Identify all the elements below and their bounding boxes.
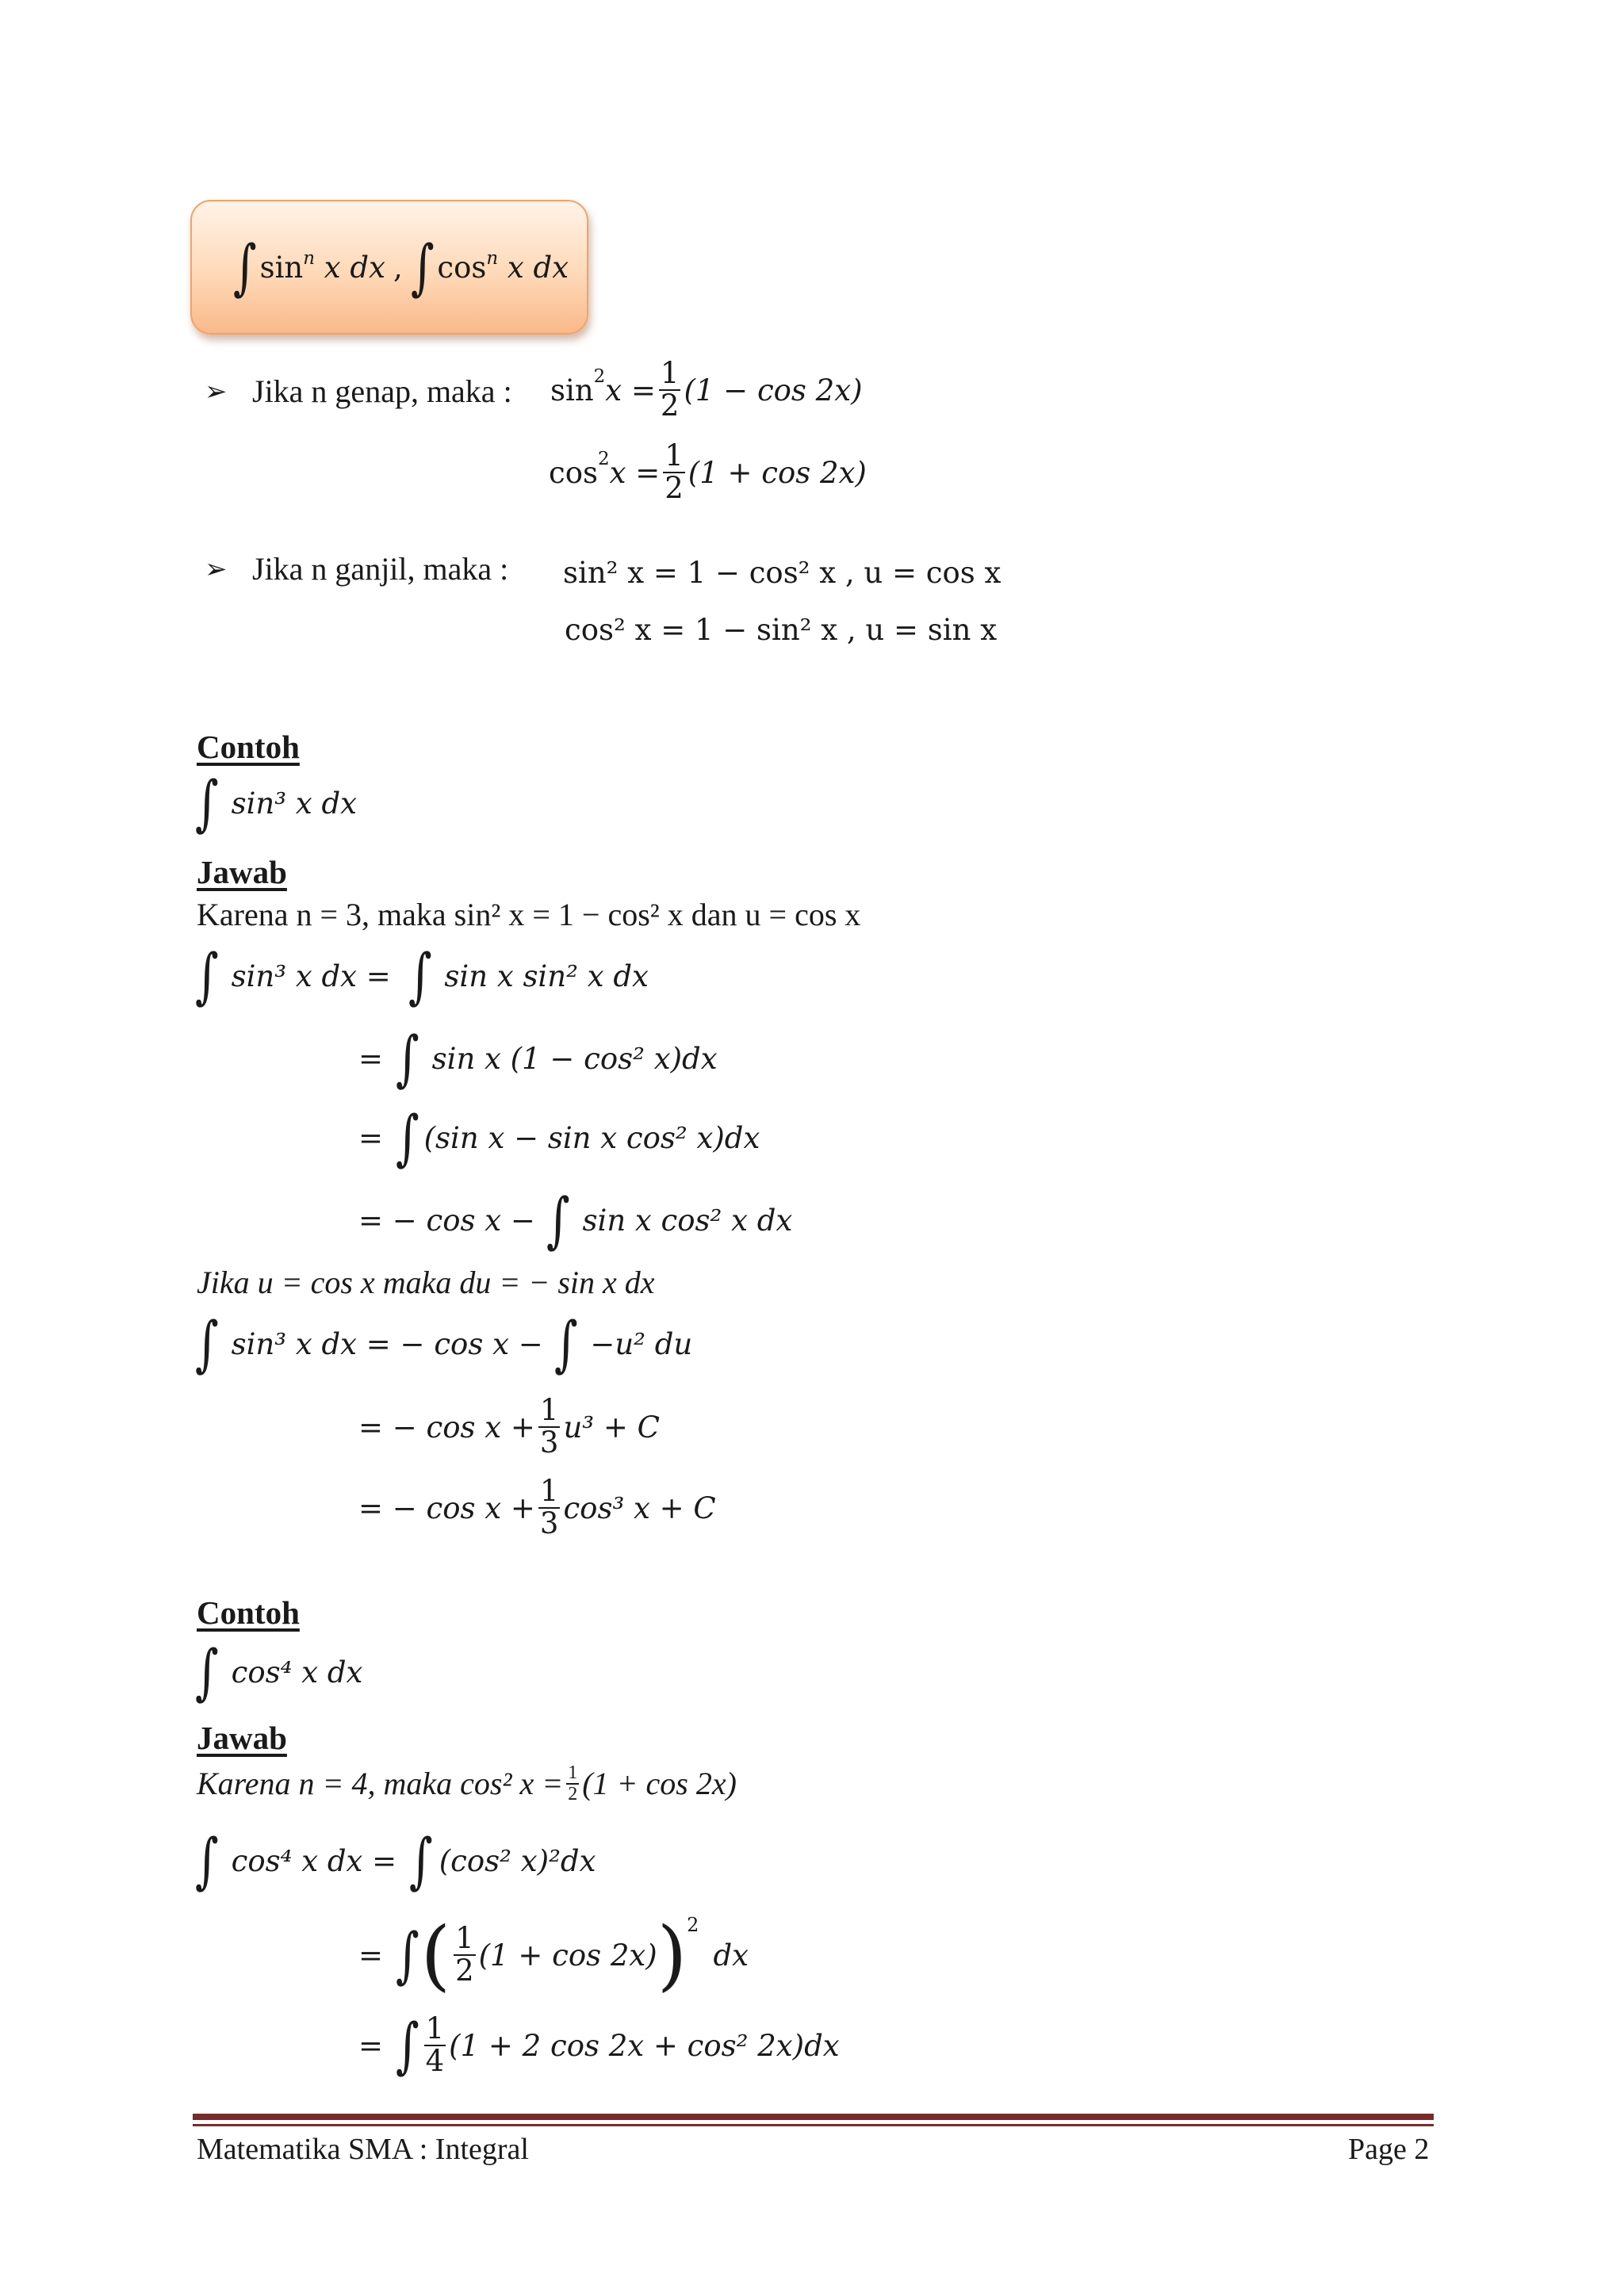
rule-odd-line2: cos² x = 1 − sin² x , u = sin x [565, 613, 998, 647]
separator: , [393, 250, 403, 285]
example2-line2: = ∫ ( $\frac{1}{2}$ (1 + cos 2x) ) 2 dx [358, 1911, 749, 1999]
answer-heading: Jawab [197, 854, 287, 890]
example-heading: Contoh [197, 729, 300, 765]
integral-sign: ∫ [233, 232, 257, 302]
example2-line1: ∫ cos⁴ x dx = ∫ (cos² x)²dx [195, 1825, 596, 1896]
arrow-bullet-icon: ➢ [205, 553, 228, 585]
footer-rule [193, 2124, 1434, 2126]
example1-line2: = ∫ sin x (1 − cos² x)dx [358, 1023, 718, 1093]
integrand-sin-n: $\sin^n x$ dx [259, 247, 385, 285]
example1-line4: = − cos x − ∫ sin x cos² x dx [358, 1184, 793, 1255]
integral-sign: ∫ [410, 232, 435, 302]
example2-problem: ∫ cos⁴ x dx [195, 1636, 363, 1707]
rule-odd-label: Jika n ganjil, maka : [252, 551, 509, 587]
integrand-cos-n: $\cos^n x$ dx [437, 247, 569, 285]
example1-line3: = ∫ (sin x − sin x cos² x)dx [358, 1102, 760, 1173]
example1-line7: = − cos x + $\frac{1}{3}$ cos³ x + C [358, 1474, 716, 1540]
example1-line5: ∫ sin³ x dx = − cos x − ∫ −u² du [195, 1308, 693, 1379]
example2-intro: Karena n = 4, maka cos² x = $\frac{1}{2}$ (1 + cos 2x) [197, 1762, 737, 1804]
footer-title: Matematika SMA : Integral [197, 2133, 529, 2166]
rule-even-label: Jika n genap, maka : [252, 373, 512, 409]
example1-line1: ∫ sin³ x dx = ∫ sin x sin² x dx [195, 940, 649, 1011]
example1-substitution: Jika u = cos x maka du = − sin x dx [197, 1265, 655, 1300]
example-heading: Contoh [197, 1594, 300, 1631]
answer-heading: Jawab [197, 1720, 287, 1756]
rule-even-sin: sin $^2$ x = $\frac{1}{2}$ (1 − cos 2x) [550, 356, 863, 423]
footer-rule [193, 2114, 1434, 2120]
example1-intro: Karena n = 3, maka sin² x = 1 − cos² x dan u = cos x [197, 897, 861, 932]
example1-problem: ∫ sin³ x dx [195, 767, 358, 838]
formula-box-content [233, 232, 569, 303]
formula-box [190, 200, 588, 335]
example1-line6: = − cos x + $\frac{1}{3}$ u³ + C [358, 1393, 660, 1460]
page-number: Page 2 [1348, 2133, 1430, 2166]
rule-even-cos: cos $^2$ x = $\frac{1}{2}$ (1 + cos 2x) [549, 438, 867, 505]
arrow-bullet-icon: ➢ [205, 376, 228, 408]
rule-odd-line1: sin² x = 1 − cos² x , u = cos x [563, 556, 1002, 590]
example2-line3: = ∫ $\frac{1}{4}$ (1 + 2 cos 2x + cos² 2x)dx [358, 2010, 840, 2080]
